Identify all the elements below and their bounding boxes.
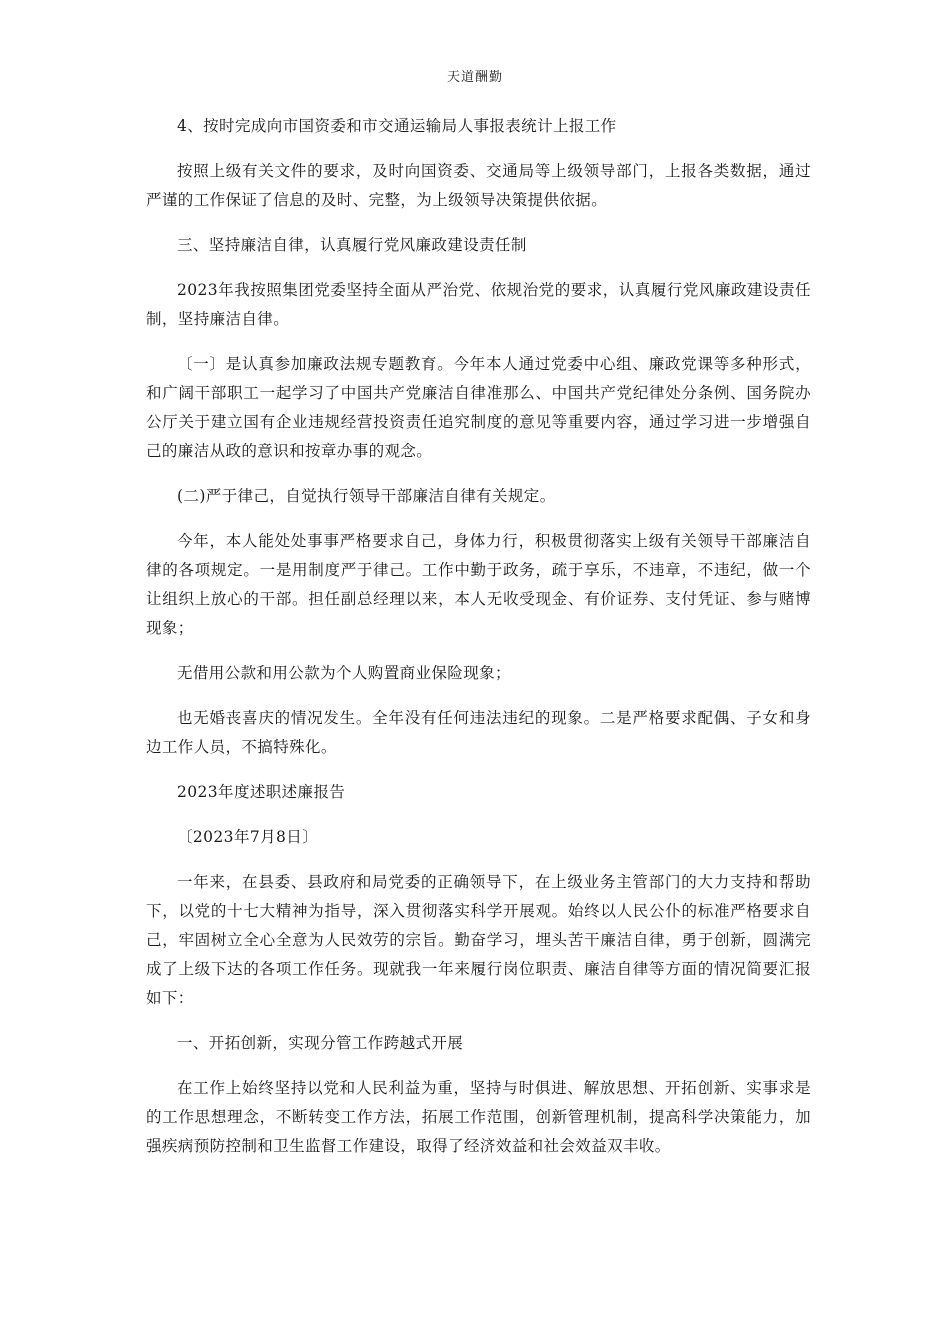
paragraph: 2023年我按照集团党委坚持全面从严治党、依规治党的要求，认真履行党风廉政建设责任制，坚持廉洁自律。 <box>146 281 811 328</box>
report-title: 2023年度述职述廉报告 <box>177 783 346 801</box>
section-heading: 三、坚持廉洁自律，认真履行党风廉政建设责任制 <box>177 236 527 254</box>
paragraph: 4、按时完成向市国资委和市交通运输局人事报表统计上报工作 <box>177 117 617 135</box>
paragraph: 在工作上始终坚持以党和人民利益为重，坚持与时俱进、解放思想、开拓创新、实事求是的工作思想理念，不断转变工作方法，拓展工作范围，创新管理机制，提高科学决策能力，加强疾病预防控制和卫生监督工作建设，取得了经济效益和社会效益双丰收。 <box>146 1079 811 1155</box>
paragraph: 今年，本人能处处事事严格要求自己，身体力行，积极贯彻落实上级有关领导干部廉洁自律的各项规定。一是用制度严于律己。工作中勤于政务，疏于享乐，不违章，不违纪，做一个让组织上放心的干部。担任副总经理以来，本人无收受现金、有价证券、支付凭证、参与赌博现象； <box>146 532 811 637</box>
paragraph: 〔一〕是认真参加廉政法规专题教育。今年本人通过党委中心组、廉政党课等多种形式，和广阔干部职工一起学习了中国共产党廉洁自律准那么、中国共产党纪律处分条例、国务院办公厅关于建立国有企业违规经营投资责任追究制度的意见等重要内容，通过学习进一步增强自己的廉洁从政的意识和按章办事的观念。 <box>146 355 811 460</box>
paragraph: 无借用公款和用公款为个人购置商业保险现象； <box>177 664 511 682</box>
subsection-heading: (二)严于律己，自觉执行领导干部廉洁自律有关规定。 <box>177 487 556 505</box>
section-heading: 一、开拓创新，实现分管工作跨越式开展 <box>177 1034 464 1052</box>
report-date: 〔2023年7月8日〕 <box>177 828 319 846</box>
paragraph: 按照上级有关文件的要求，及时向国资委、交通局等上级领导部门，上报各类数据，通过严谨的工作保证了信息的及时、完整，为上级领导决策提供依据。 <box>146 162 811 209</box>
page-header: 天道酬勤 <box>446 70 503 85</box>
document-body <box>146 112 811 1177</box>
paragraph: 一年来，在县委、县政府和局党委的正确领导下，在上级业务主管部门的大力支持和帮助下，以党的十七大精神为指导，深入贯彻落实科学开展观。始终以人民公仆的标准严格要求自己，牢固树立全心全意为人民效劳的宗旨。勤奋学习，埋头苦干廉洁自律，勇于创新，圆满完成了上级下达的各项工作任务。现就我一年来履行岗位职责、廉洁自律等方面的情况简要汇报如下： <box>146 873 811 1007</box>
paragraph: 也无婚丧喜庆的情况发生。全年没有任何违法违纪的现象。二是严格要求配偶、子女和身边工作人员，不搞特殊化。 <box>146 709 811 756</box>
